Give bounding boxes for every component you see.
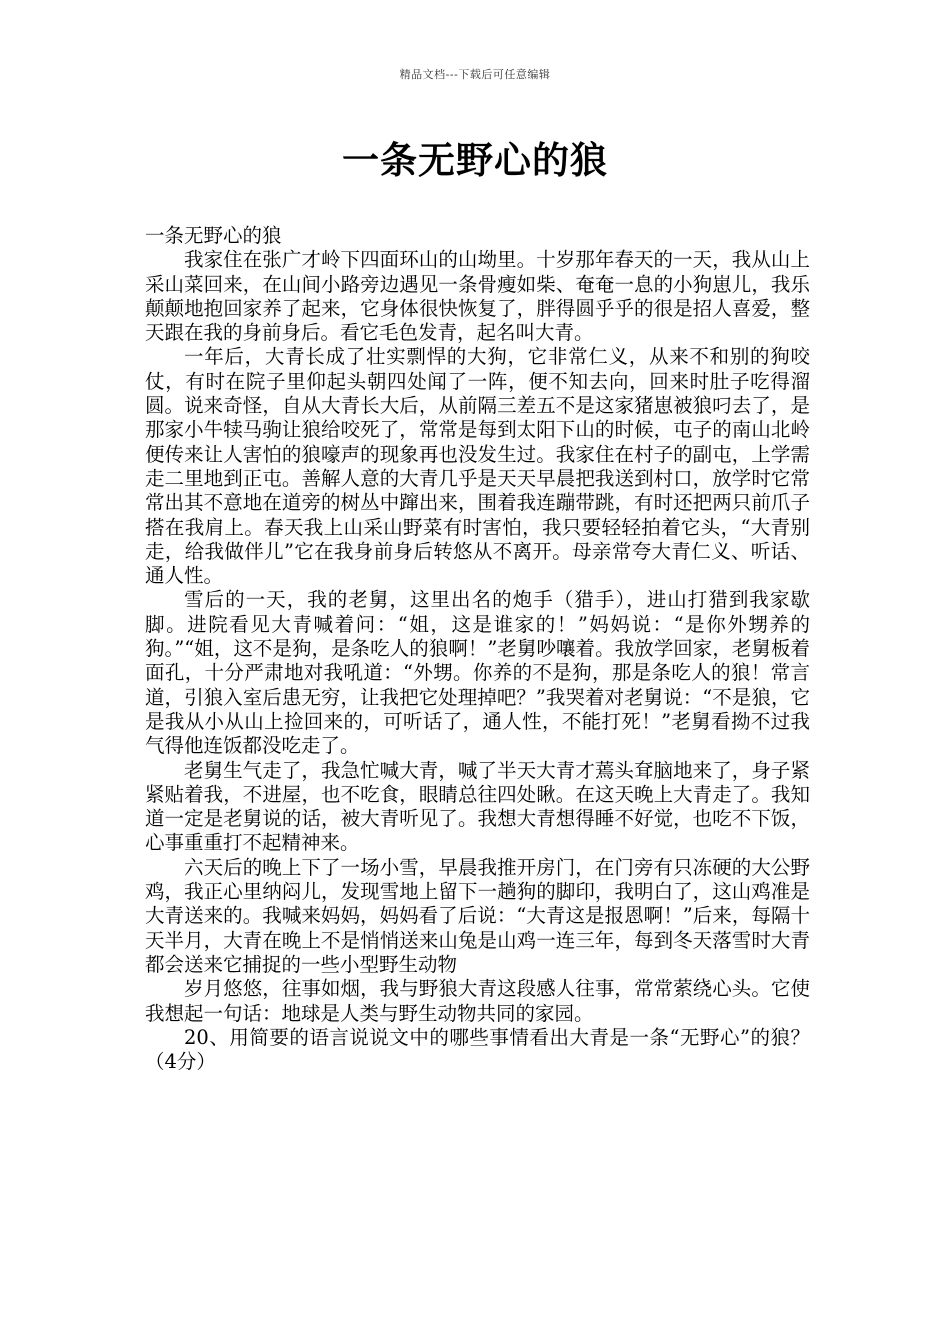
- question: 20、用简要的语言说说文中的哪些事情看出大青是一条“无野心”的狼？（4分）: [145, 1025, 810, 1074]
- paragraph: 老舅生气走了，我急忙喊大青，喊了半天大青才蔫头耷脑地来了，身子紧紧贴着我，不进屋，也不吃食，眼睛总往四处瞅。在这天晚上大青走了。我知道一定是老舅说的话，被大青听见了。我想大青想得睡不好觉，也吃不下饭，心事重重打不起精神来。: [145, 758, 810, 855]
- document-body: [145, 224, 810, 1074]
- paragraph: 一年后，大青长成了壮实剽悍的大狗，它非常仁义，从来不和别的狗咬仗，有时在院子里仰起头朝四处闻了一阵，便不知去向，回来时肚子吃得溜圆。说来奇怪，自从大青长大后，从前隔三差五不是这家猪崽被狼叼去了，是那家小牛犊马驹让狼给咬死了，常常是每到太阳下山的时候，屯子的南山北岭便传来让人害怕的狼嚎声的现象再也没发生过。我家住在村子的副屯，上学需走二里地到正屯。善解人意的大青几乎是天天早晨把我送到村口，放学时它常常出其不意地在道旁的树丛中蹿出来，围着我连蹦带跳，有时还把两只前爪子搭在我肩上。春天我上山采山野菜有时害怕，我只要轻轻拍着它头，“大青别走，给我做伴儿”它在我身前身后转悠从不离开。母亲常夸大青仁义、听话、通人性。: [145, 345, 810, 588]
- subtitle-line: 一条无野心的狼: [145, 224, 282, 247]
- paragraph: 岁月悠悠，往事如烟，我与野狼大青这段感人往事，常常萦绕心头。它使我想起一句话：地球是人类与野生动物共同的家园。: [145, 977, 810, 1025]
- paragraph: 雪后的一天，我的老舅，这里出名的炮手（猎手），进山打猎到我家歇脚。进院看见大青喊着问：“姐，这是谁家的！”妈妈说：“是你外甥养的狗。”“姐，这不是狗，是条吃人的狼啊！”老舅吵嚷着。我放学回家，老舅板着面孔，十分严肃地对我吼道：“外甥。你养的不是狗，那是条吃人的狼！常言道，引狼入室后患无穷，让我把它处理掉吧？”我哭着对老舅说：“不是狼，它是我从小从山上捡回来的，可听话了，通人性，不能打死！”老舅看拗不过我气得他连饭都没吃走了。: [145, 588, 810, 758]
- header-note: 精品文档---下载后可任意编辑: [399, 68, 551, 81]
- paragraph: 我家住在张广才岭下四面环山的山坳里。十岁那年春天的一天，我从山上采山菜回来，在山间小路旁边遇见一条骨瘦如柴、奄奄一息的小狗崽儿，我乐颠颠地抱回家养了起来，它身体很快恢复了，胖得圆乎乎的很是招人喜爱，整天跟在我的身前身后。看它毛色发青，起名叫大青。: [145, 248, 810, 345]
- document-title: 一条无野心的狼: [342, 139, 608, 182]
- paragraph: 六天后的晚上下了一场小雪，早晨我推开房门，在门旁有只冻硬的大公野鸡，我正心里纳闷儿，发现雪地上留下一趟狗的脚印，我明白了，这山鸡准是大青送来的。我喊来妈妈，妈妈看了后说：“大青这是报恩啊！”后来，每隔十天半月，大青在晚上不是悄悄送来山兔是山鸡一连三年，每到冬天落雪时大青都会送来它捕捉的一些小型野生动物: [145, 855, 810, 976]
